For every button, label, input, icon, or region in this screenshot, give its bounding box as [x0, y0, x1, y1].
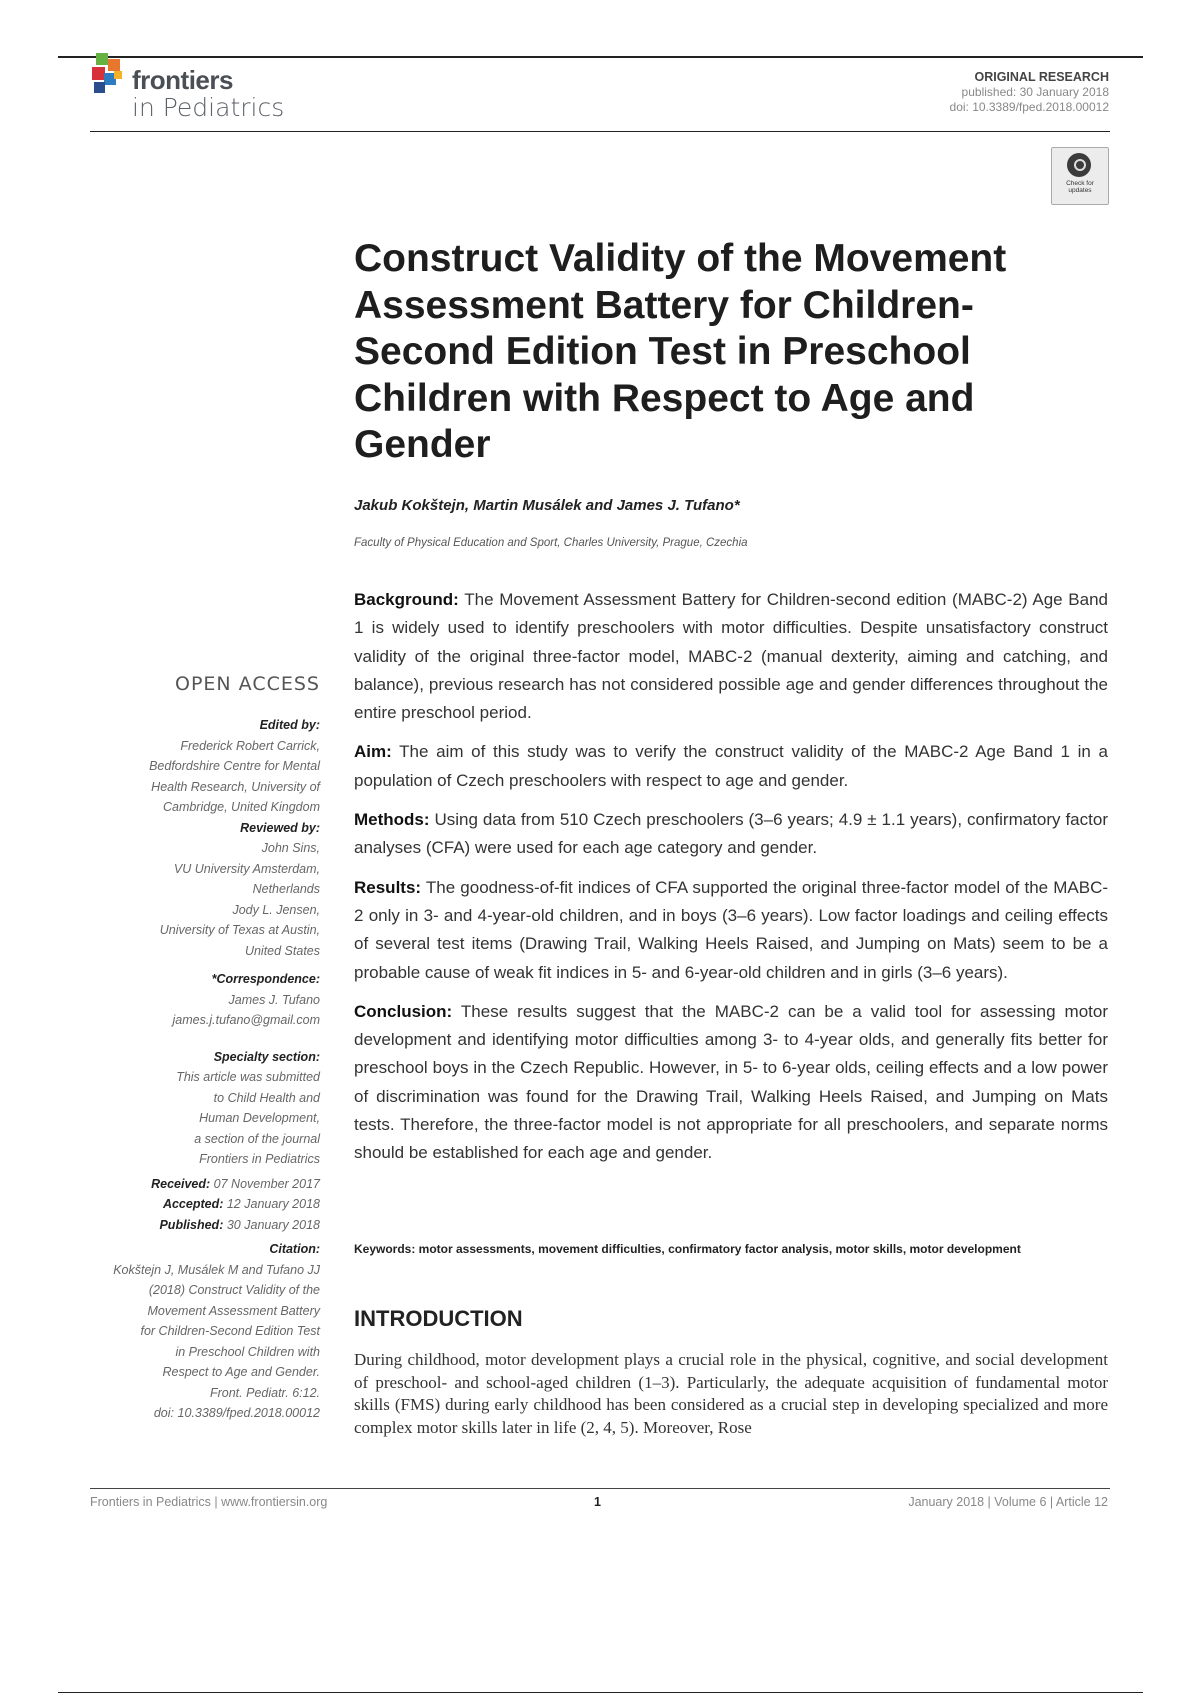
- accepted-date: 12 January 2018: [226, 1197, 320, 1211]
- results-text: The goodness-of-fit indices of CFA supported the original three-factor model of the MABC-2 only in 3- and 4-year-old children, and in boys (3–6 years). Low factor loadings and ceiling effects of several test items (Drawing Trail, Walking Heels Raised, and Jumping on Mats) seem to be a probable cause of weak fit indices in 5- and 6-year-old children and in girls (3–6 years).: [354, 877, 1109, 982]
- frontiers-logo-icon: [90, 53, 128, 97]
- correspondence-label: *Correspondence:: [211, 972, 320, 986]
- specialty-line: a section of the journal: [194, 1131, 320, 1146]
- accepted-row: [88, 1194, 320, 1215]
- abstract-conclusion: [354, 998, 1108, 1168]
- correspondence-email[interactable]: james.j.tufano@gmail.com: [172, 1013, 320, 1027]
- reviewer-line: United States: [244, 943, 320, 958]
- aim-label: Aim:: [354, 742, 392, 762]
- abstract: [354, 586, 1108, 1179]
- journal-name-line2: in Pediatrics: [132, 93, 285, 122]
- aim-text: The aim of this study was to verify the construct validity of the MABC-2 Age Band 1 in a population of Czech preschoolers with respect to age and gender.: [354, 742, 1108, 790]
- edited-by-label: Edited by:: [259, 718, 320, 732]
- introduction-heading: INTRODUCTION: [354, 1306, 523, 1331]
- reviewer-line: Netherlands: [252, 882, 320, 896]
- citation-label: Citation:: [269, 1242, 320, 1256]
- page-number: 1: [594, 1495, 601, 1509]
- badge-label-line1: Check for: [1066, 180, 1094, 187]
- received-label: Received:: [151, 1176, 211, 1191]
- specialty-line: Frontiers in Pediatrics: [199, 1152, 320, 1166]
- citation-line: Movement Assessment Battery: [147, 1303, 320, 1318]
- reviewer-line: John Sins,: [261, 841, 320, 855]
- received-date: 07 November 2017: [213, 1176, 320, 1191]
- badge-label: [1054, 180, 1106, 194]
- bottom-rule: [58, 1692, 1143, 1693]
- correspondence-name: James J. Tufano: [228, 992, 320, 1007]
- abstract-methods: [354, 806, 1108, 863]
- methods-label: Methods:: [354, 810, 430, 830]
- accepted-label: Accepted:: [162, 1197, 224, 1211]
- published-date: published: 30 January 2018: [961, 85, 1109, 99]
- spacer: [88, 961, 320, 969]
- received-row: [88, 1174, 320, 1195]
- reviewer-line: University of Texas at Austin,: [159, 923, 320, 937]
- published-row: [88, 1215, 320, 1236]
- reviewed-by-label: Reviewed by:: [240, 820, 320, 835]
- citation-line: (2018) Construct Validity of the: [148, 1283, 320, 1297]
- reviewer-line: Jody L. Jensen,: [232, 902, 320, 917]
- article-title: Construct Validity of the Movement Assessment Battery for Children-Second Edition Test in Preschool Children with Respect to Age and Gender: [354, 237, 1007, 466]
- article-type: ORIGINAL RESEARCH: [974, 70, 1109, 84]
- results-label: Results:: [354, 877, 422, 897]
- footer-rule: [90, 1488, 1110, 1489]
- introduction-text: During childhood, motor development plays a crucial role in the physical, cognitive, and social development of preschool- and school-aged children (1–3). Particularly, the adequate acquisition of fundamental motor skills (FMS) during early childhood has been considered as a crucial step in developing specialized and more complex motor skills later in life (2, 4, 5). Moreover, Rose: [354, 1350, 1108, 1437]
- specialty-section-label: Specialty section:: [213, 1049, 320, 1064]
- article-header: [950, 70, 1109, 115]
- journal-name-line1: frontiers: [132, 65, 233, 95]
- doi[interactable]: doi: 10.3389/fped.2018.00012: [949, 100, 1109, 114]
- header-rule: [90, 131, 1110, 132]
- abstract-aim: [354, 738, 1108, 795]
- published-label: Published:: [159, 1217, 224, 1232]
- editor-line: Bedfordshire Centre for Mental: [149, 759, 320, 773]
- reviewer-line: VU University Amsterdam,: [173, 861, 320, 876]
- editor-line: Health Research, University of: [151, 779, 320, 794]
- abstract-results: [354, 874, 1108, 987]
- published-date-sidebar: 30 January 2018: [226, 1217, 320, 1232]
- open-access-label: OPEN ACCESS: [175, 673, 320, 695]
- footer-issue: January 2018 | Volume 6 | Article 12: [908, 1495, 1108, 1509]
- specialty-line: Human Development,: [199, 1111, 320, 1125]
- footer-journal[interactable]: Frontiers in Pediatrics | www.frontiersin.org: [90, 1495, 328, 1509]
- methods-text: Using data from 510 Czech preschoolers (3–6 years; 4.9 ± 1.1 years), confirmatory factor analyses (CFA) were used for each age category and gender.: [354, 810, 1108, 858]
- background-text: The Movement Assessment Battery for Children-second edition (MABC-2) Age Band 1 is widely used to identify preschoolers with motor difficulties. Despite unsatisfactory construct validity of the original three-factor model, MABC-2 (manual dexterity, aiming and catching, and balance), previous research has not considered possible age and gender differences throughout the entire preschool period.: [354, 590, 1108, 723]
- editor-line: Cambridge, United Kingdom: [162, 800, 320, 814]
- check-for-updates-badge[interactable]: [1051, 147, 1109, 205]
- citation-line: Front. Pediatr. 6:12.: [209, 1385, 320, 1400]
- editor-line: Frederick Robert Carrick,: [180, 738, 320, 753]
- specialty-line: This article was submitted: [176, 1070, 320, 1084]
- sidebar-info: [88, 715, 320, 1424]
- conclusion-text: These results suggest that the MABC-2 can be a valid tool for assessing motor development and identifying motor difficulties among 3- to 4-year olds, and generally fits better for preschool boys in the Czech Republic. However, in 5- to 6-year olds, ceiling effects and a low power of discrimination was found for the Drawing Trail, Walking Heels Raised, and Jumping on Mats tests. Therefore, the three-factor model is not appropriate for all preschoolers, and separate norms should be established for each age and gender.: [354, 1001, 1109, 1163]
- citation-line: Kokštejn J, Musálek M and Tufano JJ: [113, 1262, 320, 1277]
- citation-line: in Preschool Children with: [175, 1344, 320, 1359]
- citation-doi[interactable]: doi: 10.3389/fped.2018.00012: [153, 1406, 320, 1420]
- check-updates-icon: [1067, 153, 1091, 177]
- journal-logo[interactable]: [90, 53, 305, 123]
- affiliation: Faculty of Physical Education and Sport, Charles University, Prague, Czechia: [354, 537, 748, 549]
- citation-line: for Children-Second Edition Test: [140, 1324, 320, 1338]
- specialty-line: to Child Health and: [213, 1090, 320, 1105]
- background-label: Background:: [354, 590, 459, 609]
- keywords: Keywords: motor assessments, movement difficulties, confirmatory factor analysis, motor skills, motor development: [354, 1242, 1021, 1256]
- authors: Jakub Kokštejn, Martin Musálek and James J. Tufano*: [354, 497, 740, 514]
- spacer: [88, 1031, 320, 1047]
- citation-line: Respect to Age and Gender.: [162, 1365, 320, 1379]
- badge-label-line2: updates: [1068, 187, 1092, 194]
- conclusion-label: Conclusion:: [354, 1001, 453, 1021]
- abstract-background: [354, 586, 1108, 727]
